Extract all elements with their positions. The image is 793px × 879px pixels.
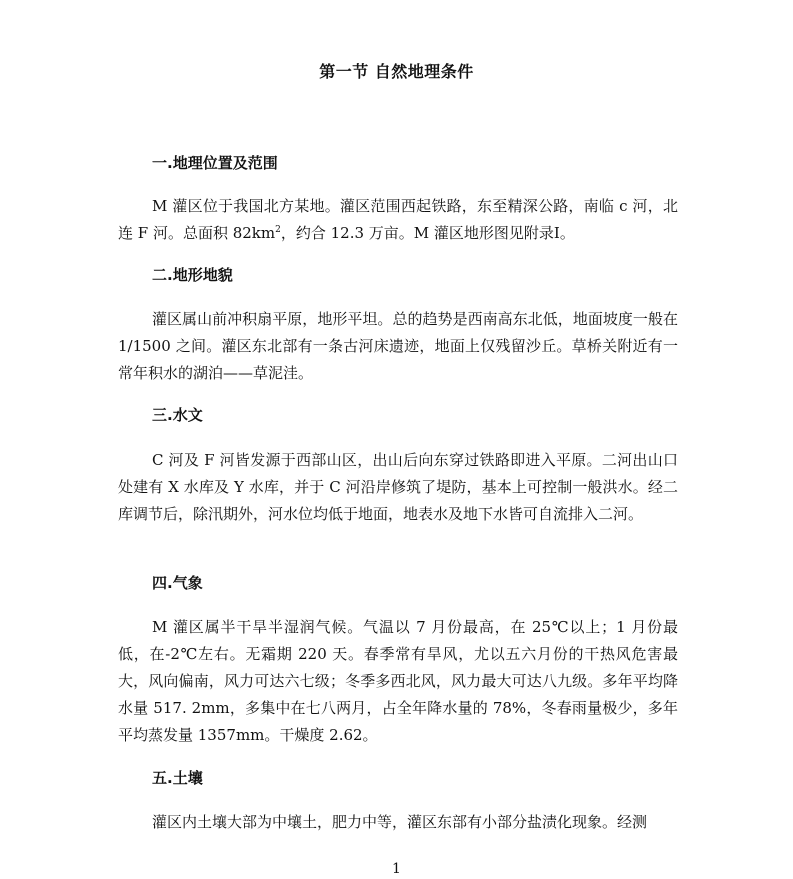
section-paragraph-hydrology: C 河及 F 河皆发源于西部山区，出山后向东穿过铁路即进入平原。二河出山口处建有 X 水库及 Y 水库，并于 C 河沿岸修筑了堤防，基本上可控制一般洪水。经二库调节后，除汛期外，河水位均低于地面，地表水及地下水皆可自流排入二河。	[118, 451, 678, 523]
section-heading-climate: 四.气象	[152, 574, 203, 592]
section-paragraph-climate: M 灌区属半干旱半湿润气候。气温以 7 月份最高，在 25℃以上；1 月份最低，在-2℃左右。无霜期 220 天。春季常有旱风，尤以五六月份的干热风危害最大，风向偏南，风力可达六七级；冬季多西北风，风力最大可达八九级。多年平均降水量 517. 2mm，多集中在七八两月，占全年降水量的 78%，冬春雨量极少，多年平均蒸发量 1357mm。干燥度 2.62。	[118, 618, 678, 744]
section-heading-location: 一.地理位置及范围	[152, 154, 278, 172]
paragraph-text-continued: ，约合 12.3 万亩。M 灌区地形图见附录Ⅰ。	[280, 224, 575, 242]
section-paragraph-soil: 灌区内土壤大部为中壤土，肥力中等，灌区东部有小部分盐渍化现象。经测	[152, 813, 648, 831]
page-number: 1	[392, 861, 401, 877]
superscript: 2	[275, 225, 281, 235]
section-paragraph-terrain: 灌区属山前冲积扇平原，地形平坦。总的趋势是西南高东北低，地面坡度一般在 1/1500 之间。灌区东北部有一条古河床遗迹，地面上仅残留沙丘。草桥关附近有一常年积水的湖泊——草泥洼。	[118, 310, 678, 382]
section-heading-hydrology: 三.水文	[152, 406, 203, 424]
page-title: 第一节 自然地理条件	[319, 62, 474, 81]
section-paragraph-location	[118, 193, 678, 247]
section-heading-soil: 五.土壤	[152, 769, 203, 787]
section-heading-terrain: 二.地形地貌	[152, 266, 233, 284]
paragraph-text: M 灌区位于我国北方某地。灌区范围西起铁路，东至精深公路，南临 c 河，北连 F 河。总面积 82km	[118, 197, 678, 242]
